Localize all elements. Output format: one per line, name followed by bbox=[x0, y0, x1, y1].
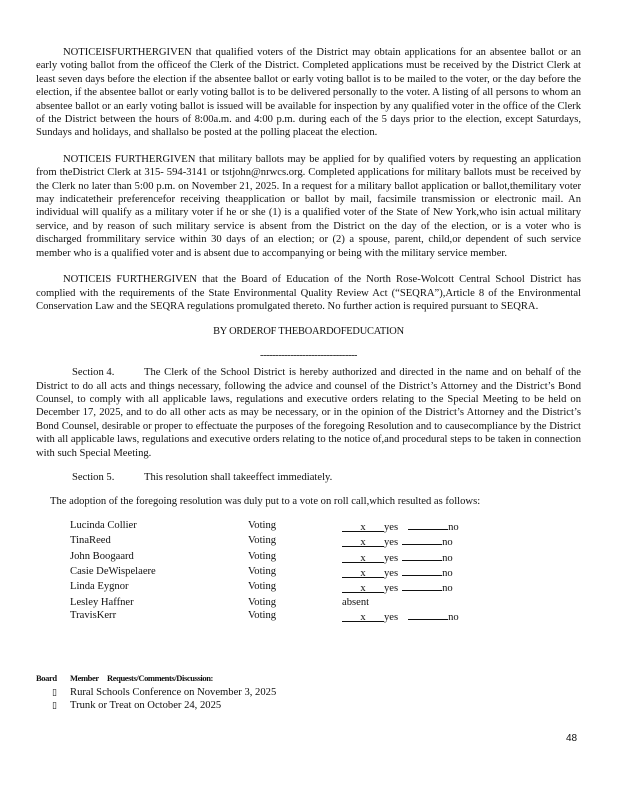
list-item bbox=[52, 686, 276, 699]
vote-cell bbox=[342, 534, 459, 549]
yes-vote-mark: x bbox=[342, 536, 384, 547]
table-row bbox=[70, 519, 459, 534]
heading-board: Board bbox=[36, 673, 57, 683]
member-status: Voting bbox=[248, 566, 277, 577]
no-label: no bbox=[442, 583, 453, 595]
member-name: Lucinda Collier bbox=[70, 519, 137, 531]
member-name: John Boogaard bbox=[70, 550, 134, 562]
yes-label: yes bbox=[384, 552, 399, 564]
member-status: Voting bbox=[248, 550, 277, 562]
section-5-label: Section 5. bbox=[72, 471, 115, 483]
member-status: Voting bbox=[248, 519, 277, 531]
member-name: TinaReed bbox=[70, 535, 111, 547]
no-label: no bbox=[442, 568, 453, 579]
no-vote-blank bbox=[402, 565, 442, 576]
yes-label: yes bbox=[384, 521, 399, 533]
section-4-text: The Clerk of the School District is hereby authorized and directed in the name and on behalf of the District to do all acts and things necessary, following the advice and counsel of the District’s Attorney and the District’s Bond Counsel, to comply with all applicable laws, regulations and executive orders relating to the Special Meeting to be held on December 17, 2025, and to do all other acts as may be necessary, or in the opinion of the District’s Attorney and the District’s Bond Counsel, desirable or proper to effectuate the purposes of the foregoing Resolution and to causecompliance by the District with all applicable laws, regulations and executive orders relating to the notice of,and procedural steps to be taken in connection with such Special Meeting. bbox=[36, 367, 581, 459]
no-label: no bbox=[442, 537, 453, 549]
vote-cell bbox=[342, 519, 459, 534]
document-page bbox=[36, 46, 581, 625]
roll-call-table bbox=[70, 519, 459, 625]
yes-vote-mark: x bbox=[342, 521, 384, 532]
board-requests-heading bbox=[36, 673, 213, 683]
no-label: no bbox=[448, 612, 459, 624]
vote-cell bbox=[342, 550, 459, 565]
heading-member: Member bbox=[70, 673, 99, 683]
board-requests-list bbox=[52, 686, 276, 713]
list-item-text: Rural Schools Conference on November 3, 2025 bbox=[70, 687, 277, 698]
military-notice-text: NOTICEIS FURTHERGIVEN that military ballots may be applied for by qualified voters by requesting an application from theDistrict Clerk at 315- 594-3141 or tstjohn@nrwcs.org. Completed applications for military ballots must be received by the Clerk no later than 5:00 p.m. on November 21, 2025. In a request for a military ballot application or ballot,themilitary voter may indicatetheir preferencefor receiving theapplication or ballot by mail, facsimile transmission or electronic mail. An individual will qualify as a military voter if he or she (1) is a qualified voter of the State of New York,who isin actual military service, and by reason of such military service is absent from the District on the day of the election, or is a voter who is discharged frommilitary service within 30 days of an election; or (2) a spouse, parent, child,or dependent of such service member who is a qualified voter and is absent due to accompanying or being with the military service member. bbox=[36, 153, 581, 259]
no-label: no bbox=[448, 521, 459, 533]
no-vote-blank bbox=[402, 580, 442, 591]
member-status: Voting bbox=[248, 610, 277, 622]
table-row bbox=[70, 550, 459, 565]
table-row bbox=[70, 580, 459, 595]
yes-vote-mark: x bbox=[342, 567, 384, 578]
table-row bbox=[70, 609, 459, 624]
table-row bbox=[70, 565, 459, 580]
page-number: 48 bbox=[566, 733, 578, 744]
member-name: Casie DeWispelaere bbox=[70, 566, 156, 577]
yes-vote-mark: x bbox=[342, 611, 384, 622]
absentee-notice-paragraph bbox=[36, 46, 581, 140]
no-vote-blank bbox=[402, 534, 442, 545]
vote-cell bbox=[342, 565, 459, 580]
order-heading: BY ORDEROF THEBOARDOFEDUCATION bbox=[213, 326, 404, 338]
yes-label: yes bbox=[384, 537, 399, 549]
no-vote-blank bbox=[408, 519, 448, 530]
bullet-icon: ▯ bbox=[52, 687, 57, 697]
vote-cell bbox=[342, 580, 459, 595]
military-notice-paragraph bbox=[36, 153, 581, 260]
yes-vote-mark: x bbox=[342, 582, 384, 593]
member-status: Voting bbox=[248, 535, 277, 547]
seqra-notice-text: NOTICEIS FURTHERGIVEN that the Board of Education of the North Rose-Wolcott Central School District has complied with the requirements of the State Environmental Quality Review Act (“SEQRA”),Article 8 of the Environmental Conservation Law and the SEQRA regulations promulgated thereto. No further action is required pursuant to SEQRA. bbox=[36, 274, 581, 312]
list-item bbox=[52, 699, 276, 712]
no-label: no bbox=[442, 552, 453, 564]
heading-requests: Requests/Comments/Discussion: bbox=[107, 673, 213, 683]
divider-line: -------------------------------- bbox=[260, 349, 357, 361]
member-name: Linda Eygnor bbox=[70, 581, 129, 593]
member-name: Lesley Haffner bbox=[70, 596, 134, 608]
no-vote-blank bbox=[402, 550, 442, 561]
yes-vote-mark: x bbox=[342, 552, 384, 563]
section-4-label: Section 4. bbox=[72, 367, 115, 379]
member-status: Voting bbox=[248, 596, 277, 608]
yes-label: yes bbox=[384, 568, 399, 579]
adoption-statement: The adoption of the foregoing resolution was duly put to a vote on roll call,which resulted as follows: bbox=[50, 496, 481, 508]
member-status: Voting bbox=[248, 581, 277, 593]
section-5-text: This resolution shall takeeffect immediately. bbox=[144, 471, 333, 483]
section-4 bbox=[36, 366, 581, 460]
member-name: TravisKerr bbox=[70, 610, 117, 622]
absentee-notice-text: NOTICEISFURTHERGIVEN that qualified voters of the District may obtain applications for an absentee ballot or an early voting ballot from the officeof the Clerk of the District. Completed applications must be received by the District Clerk at least seven days before the election if the absentee ballot or early voting ballot is to be mailed to the voter, or the day before the election, if the absentee ballot or early voting ballot is to be delivered personally to the voter. A listing of all persons to whom an absentee ballot or an early voting ballot is issued will be available for inspection by any qualified voter in the office of the Clerk of the District between the hours of 8:00a.m. and 4:00 p.m. during each of the 5 days prior to the election, except Saturdays, Sundays and holidays, and shallalso be posted at the polling placeat the election. bbox=[36, 47, 581, 139]
absent-cell: absent bbox=[342, 596, 370, 608]
vote-cell bbox=[342, 609, 459, 624]
list-item-text: Trunk or Treat on October 24, 2025 bbox=[70, 700, 222, 712]
seqra-notice-paragraph bbox=[36, 273, 581, 313]
yes-label: yes bbox=[384, 612, 399, 624]
yes-label: yes bbox=[384, 583, 399, 595]
table-row bbox=[70, 596, 459, 609]
table-row bbox=[70, 534, 459, 549]
section-5 bbox=[36, 471, 581, 484]
bullet-icon: ▯ bbox=[52, 700, 57, 711]
no-vote-blank bbox=[408, 609, 448, 620]
